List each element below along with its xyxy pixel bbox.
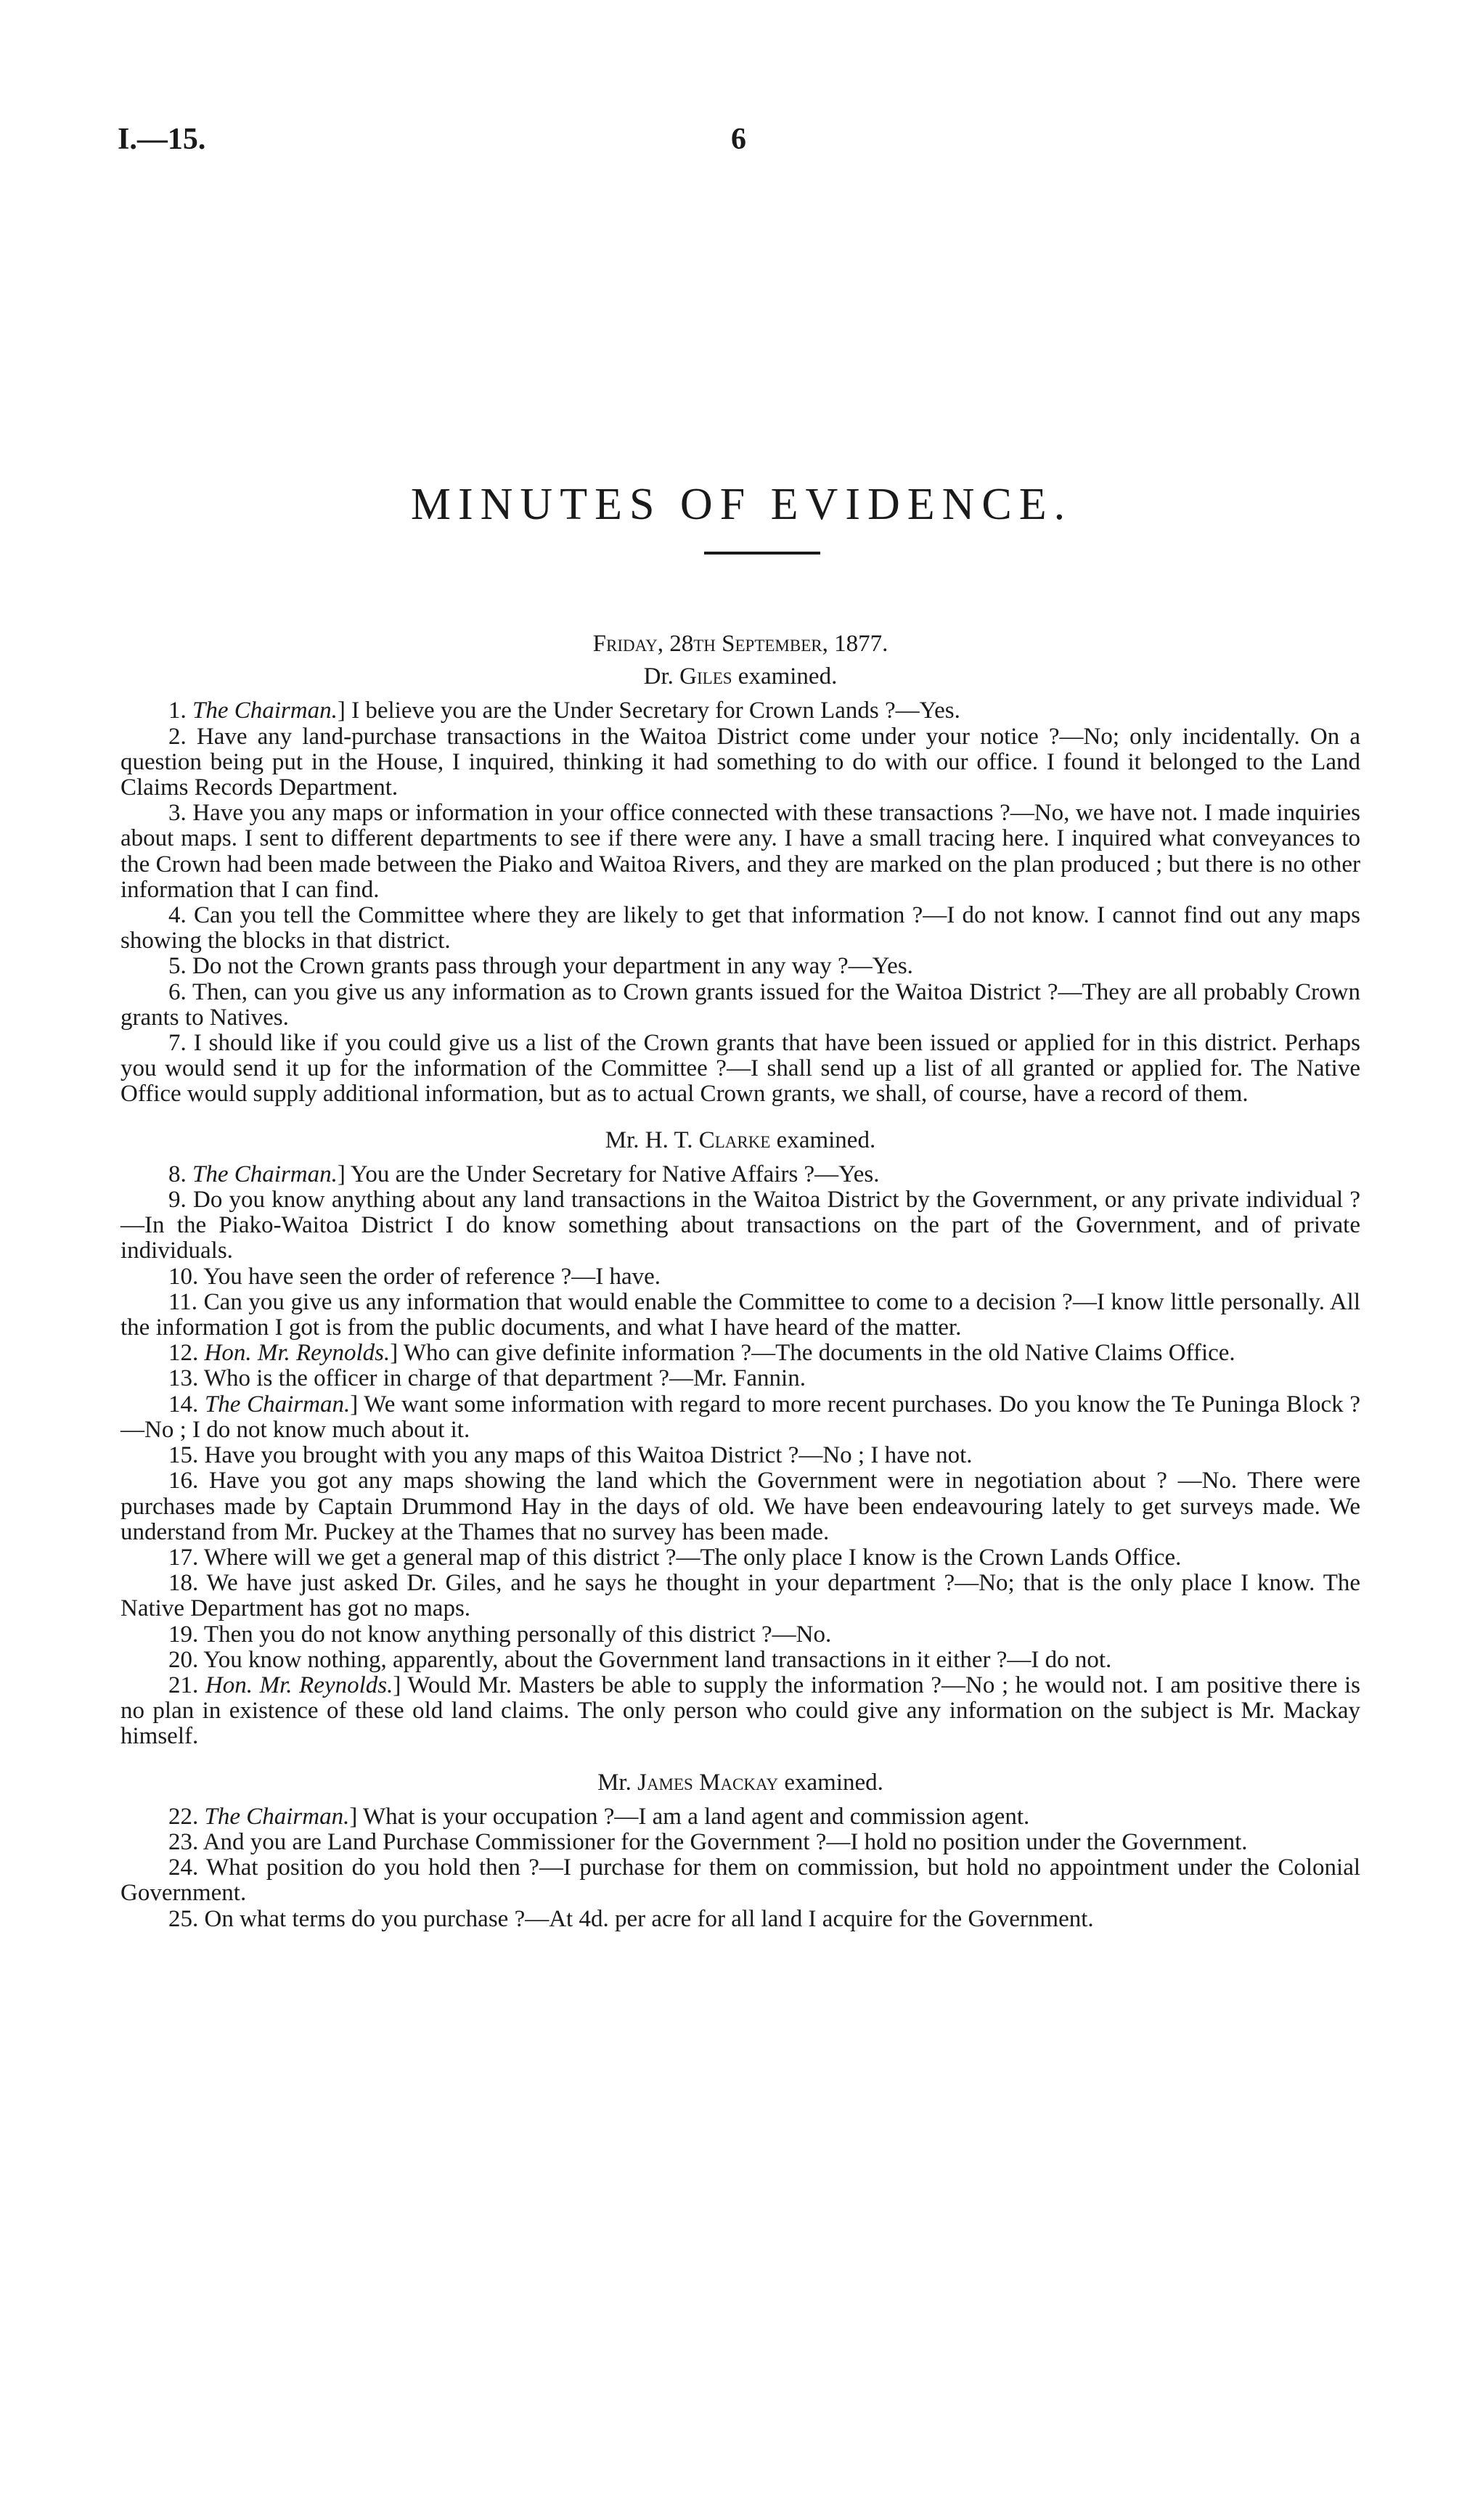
question-paragraph bbox=[120, 1468, 1360, 1545]
question-paragraph bbox=[120, 1290, 1360, 1341]
question-paragraph bbox=[120, 954, 1360, 979]
question-number: 3. bbox=[168, 800, 187, 827]
question-paragraph bbox=[120, 1031, 1360, 1108]
witness-suffix: examined. bbox=[778, 1769, 883, 1796]
question-text: ] Would Mr. Masters be able to supply the information ?—No ; he would not. I am positive there is no plan in existence of these old land claims. The only person who could give any information on the subject is Mr. Mackay himself. bbox=[120, 1672, 1361, 1750]
question-paragraph bbox=[120, 1366, 1360, 1391]
question-text: Have you brought with you any maps of this Waitoa District ?—No ; I have not. bbox=[204, 1442, 973, 1469]
question-number: 6. bbox=[168, 978, 187, 1005]
date-day: Friday bbox=[592, 631, 658, 657]
question-text: Then, can you give us any information as to Crown grants issued for the Waitoa District ?—They are all probably Crown grants to Natives. bbox=[120, 978, 1360, 1031]
question-text: Who is the officer in charge of that department ?—Mr. Fannin. bbox=[203, 1365, 806, 1392]
question-number: 4. bbox=[168, 902, 187, 929]
question-paragraph bbox=[120, 1392, 1360, 1443]
question-number: 23. bbox=[168, 1828, 199, 1855]
question-number: 17. bbox=[168, 1544, 199, 1571]
question-number: 20. bbox=[168, 1646, 199, 1673]
question-number: 25. bbox=[168, 1905, 199, 1932]
question-text: ] Who can give definite information ?—The documents in the old Native Claims Office. bbox=[390, 1340, 1235, 1367]
title-rule bbox=[704, 552, 820, 555]
question-paragraph bbox=[120, 1162, 1360, 1187]
question-number: 7. bbox=[168, 1030, 187, 1057]
question-paragraph bbox=[120, 1648, 1360, 1673]
question-text: I should like if you could give us a list of the Crown grants that have been issued or applied for in this district. Perhaps you would send it up for the information of the Committee ?—I shall send up a list of all granted or applied for. The Native Office would supply additional information, but as to actual Crown grants, we shall, of course, have a record of them. bbox=[120, 1030, 1361, 1108]
witness-heading bbox=[120, 1770, 1360, 1796]
question-text: What position do you hold then ?—I purchase for them on commission, but hold no appointment under the Colonial Government. bbox=[120, 1854, 1361, 1907]
question-number: 24. bbox=[168, 1854, 199, 1881]
question-paragraph bbox=[120, 1673, 1360, 1750]
question-text: ] We want some information with regard to more recent purchases. Do you know the Te Puninga Block ?—No ; I do not know much about it. bbox=[120, 1391, 1361, 1443]
speaker-name: Hon. Mr. Reynolds. bbox=[205, 1672, 393, 1698]
question-number: 22. bbox=[168, 1803, 199, 1830]
question-text: You know nothing, apparently, about the Government land transactions in it either ?—I do not. bbox=[203, 1646, 1112, 1673]
question-paragraph bbox=[120, 801, 1360, 903]
question-number: 1. bbox=[168, 698, 187, 724]
witness-heading bbox=[120, 664, 1360, 690]
evidence-body bbox=[120, 631, 1360, 1932]
speaker-name: Hon. Mr. Reynolds. bbox=[204, 1340, 391, 1367]
question-text: Have any land-purchase transactions in the Waitoa District come under your notice ?—No; only incidentally. On a question being put in the House, I inquired, thinking it had something to do with our office. I found it belonged to the Land Claims Records Department. bbox=[120, 723, 1360, 801]
question-number: 14. bbox=[168, 1391, 199, 1418]
speaker-name: The Chairman. bbox=[192, 698, 338, 724]
question-text: Can you give us any information that would enable the Committee to come to a decision ?—I know little personally. All the information I got is from the public documents, and what I have heard of the matter. bbox=[120, 1288, 1360, 1341]
question-paragraph bbox=[120, 1264, 1360, 1290]
witness-name: Giles bbox=[679, 663, 732, 690]
witness-suffix: examined. bbox=[732, 663, 838, 690]
question-text: Do not the Crown grants pass through your department in any way ?—Yes. bbox=[192, 953, 913, 980]
question-number: 8. bbox=[168, 1161, 187, 1187]
speaker-name: The Chairman. bbox=[204, 1803, 350, 1830]
question-number: 21. bbox=[168, 1672, 199, 1698]
question-text: ] I believe you are the Under Secretary for Crown Lands ?—Yes. bbox=[337, 698, 960, 724]
question-text: Then you do not know anything personally of this district ?—No. bbox=[203, 1621, 832, 1648]
question-number: 10. bbox=[168, 1263, 199, 1290]
question-text: Have you got any maps showing the land which the Government were in negotiation about ? —No. There were purchases made by Captain Drummond Hay in the days of old. We have been endeavouring lately to get surveys made. We understand from Mr. Puckey at the Thames that no survey has been made. bbox=[120, 1468, 1360, 1545]
question-paragraph bbox=[120, 1622, 1360, 1648]
question-paragraph bbox=[120, 724, 1360, 801]
witness-title: Mr. H. T. bbox=[605, 1126, 699, 1153]
witness-name: James Mackay bbox=[637, 1769, 779, 1796]
witness-title: Mr. bbox=[597, 1769, 638, 1796]
question-paragraph bbox=[120, 1571, 1360, 1621]
question-paragraph bbox=[120, 903, 1360, 954]
document-title: MINUTES OF EVIDENCE. bbox=[410, 479, 1073, 529]
speaker-name: The Chairman. bbox=[192, 1161, 338, 1187]
question-paragraph bbox=[120, 1907, 1360, 1932]
question-text: Have you any maps or information in your office connected with these transactions ?—No, we have not. I made inquiries about maps. I sent to different departments to see if there were any. I have a small tracing here. I inquired what conveyances to the Crown had been made between the Piako and Waitoa Rivers, and they are marked on the plan produced ; but there is no other information that I can find. bbox=[120, 800, 1360, 903]
question-text: Where will we get a general map of this district ?—The only place I know is the Crown Lands Office. bbox=[203, 1544, 1182, 1571]
question-number: 16. bbox=[168, 1468, 199, 1494]
witness-heading bbox=[120, 1128, 1360, 1153]
question-number: 12. bbox=[168, 1340, 199, 1367]
witness-name: Clarke bbox=[698, 1126, 771, 1153]
question-paragraph bbox=[120, 980, 1360, 1031]
question-number: 5. bbox=[168, 953, 187, 980]
date-rest: , 28th September, 1877. bbox=[657, 631, 888, 657]
question-paragraph bbox=[120, 1830, 1360, 1855]
question-number: 2. bbox=[168, 723, 187, 750]
question-text: ] What is your occupation ?—I am a land agent and commission agent. bbox=[349, 1803, 1030, 1830]
question-number: 11. bbox=[168, 1288, 198, 1315]
question-paragraph bbox=[120, 1804, 1360, 1830]
witness-suffix: examined. bbox=[770, 1126, 876, 1153]
question-text: And you are Land Purchase Commissioner for the Government ?—I hold no position under the Government. bbox=[203, 1828, 1248, 1855]
question-paragraph bbox=[120, 1341, 1360, 1366]
paper-reference: I.—15. bbox=[118, 123, 206, 156]
question-text: Can you tell the Committee where they are likely to get that information ?—I do not know. I cannot find out any maps showing the blocks in that district. bbox=[120, 902, 1361, 954]
question-text: You have seen the order of reference ?—I have. bbox=[203, 1263, 661, 1290]
question-number: 9. bbox=[168, 1187, 187, 1214]
question-paragraph bbox=[120, 1187, 1360, 1264]
question-number: 18. bbox=[168, 1570, 199, 1597]
witness-title: Dr. bbox=[643, 663, 680, 690]
question-text: Do you know anything about any land transactions in the Waitoa District by the Government, or any private individual ?—In the Piako-Waitoa District I do know something about transactions on the part of the Government, and of private individuals. bbox=[120, 1187, 1361, 1264]
question-paragraph bbox=[120, 1443, 1360, 1468]
question-text: We have just asked Dr. Giles, and he says he thought in your department ?—No; that is the only place I know. The Native Department has got no maps. bbox=[120, 1570, 1360, 1622]
page-number: 6 bbox=[731, 123, 746, 156]
question-number: 19. bbox=[168, 1621, 199, 1648]
speaker-name: The Chairman. bbox=[204, 1391, 351, 1418]
question-text: On what terms do you purchase ?—At 4d. per acre for all land I acquire for the Government. bbox=[204, 1905, 1094, 1932]
question-paragraph bbox=[120, 1545, 1360, 1571]
question-number: 13. bbox=[168, 1365, 199, 1392]
question-text: ] You are the Under Secretary for Native Affairs ?—Yes. bbox=[337, 1161, 880, 1187]
date-heading bbox=[120, 631, 1360, 657]
question-paragraph bbox=[120, 698, 1360, 724]
question-paragraph bbox=[120, 1855, 1360, 1906]
question-number: 15. bbox=[168, 1442, 199, 1469]
